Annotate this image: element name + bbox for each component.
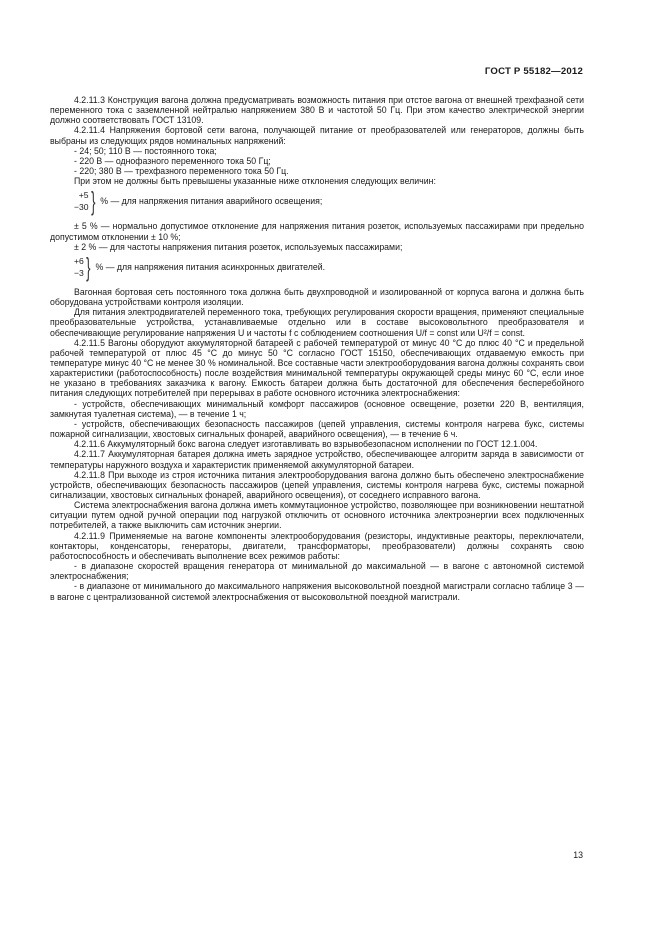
list-item: - устройств, обеспечивающих минимальный комфорт пассажиров (основное освещение, розетки 220 В, вентиляция, замкнутая туалетная система), — в течение 1 ч; [50,398,584,419]
paragraph-4-2-11-9: 4.2.11.9 Применяемые на вагоне компоненты электрооборудования (резисторы, индуктивные реакторы, переключатели, контакторы, конденсаторы, генераторы, двигатели, трансформаторы, преобразователи) должны сохранять свою работоспособность и обеспечивать выполнение всех режимов работы: [50,530,584,561]
paragraph-4-2-11-4: 4.2.11.4 Напряжения бортовой сети вагона, получающей питание от преобразователей или генераторов, должны быть выбраны из следующих рядов номинальных напряжений: [50,125,584,146]
tolerance-emergency-lighting [74,187,584,215]
paragraph-4-2-11-3: 4.2.11.3 Конструкция вагона должна предусматривать возможность питания при отстое вагона от внешней трехфазной сети переменного тока с заземленной нейтралью напряжением 380 В и частотой 50 Гц. При этом качество электрической энергии должно соответствовать ГОСТ 13109. [50,95,584,126]
list-item: - устройств, обеспечивающих безопасность пассажиров (цепей управления, системы контроля нагрева букс, системы пожарной сигнализации, хвостовых сигнальных фонарей, аварийного освещения), — в течение 6 ч. [50,418,584,440]
tolerance-lower: −30 [74,202,89,213]
tolerance-sockets: ± 5 % — нормально допустимое отклонение для напряжения питания розеток, используемых пассажирами при предельно допустимом отклонении ± 10 %; [50,221,584,242]
tolerance-frequency: ± 2 % — для частоты напряжения питания розеток, используемых пассажирами; [74,241,403,252]
brace-symbol: } [85,251,91,282]
brace-symbol: } [90,186,96,217]
paragraph-ac-motors: Для питания электродвигателей переменного тока, требующих регулирования скорости вращения, применяют специальные преобразовательные устройства, устанавливаемые отдельно или в составе высоковольтного преобразователя и обеспечивающие регулирование напряжения U и частоты f с соблюдением соотношения U/f = const или U²/f = const. [50,307,584,338]
page-number: 13 [573,850,583,860]
tolerance-upper: +5 [78,190,89,201]
list-item: - 24; 50; 110 В — постоянного тока; [74,145,217,156]
tolerance-text: % — для напряжения питания аварийного освещения; [100,196,323,207]
list-item: - 220; 380 В — трехфазного переменного тока 50 Гц. [74,166,289,177]
paragraph-4-2-11-5: 4.2.11.5 Вагоны оборудуют аккумуляторной батареей с рабочей температурой от минус 40 °С до плюс 40 °С и предельной рабочей температурой от плюс 45 °С до минус 50 °С согласно ГОСТ 15150, обеспечивающих отдаваемую емкость при температуре минус 40 °С не менее 30 % номинальной. Все составные части электрооборудования вагона должны сохранять свои характеристики (работоспособность) после воздействия минимальной температуры окружающей среды минус 60 °С, если иное не указано в требованиях заказчика к вагону. Емкость батареи должна быть достаточной для обеспечения бесперебойного питания следующих потребителей при перерывах в работе основного источника электроснабжения: [50,337,584,399]
tolerance-text: % — для напряжения питания асинхронных двигателей. [95,261,326,272]
list-item: - в диапазоне скоростей вращения генератора от минимальной до максимальной — в вагоне с автономной системой электроснабжения; [50,561,584,582]
paragraph-4-2-11-6: 4.2.11.6 Аккумуляторный бокс вагона следует изготавливать во взрывобезопасном исполнении по ГОСТ 12.1.004. [74,439,538,450]
tolerance-lower: −3 [74,267,84,278]
tolerance-upper: +6 [74,255,84,266]
paragraph-switching-device: Система электроснабжения вагона должна иметь коммутационное устройство, позволяющее при возникновении нештатной ситуации путем одной ручной операции под нагрузкой отключить от основного источника электроэнергии всех подключенных потребителей, а также выключить сам источник энергии. [50,500,584,531]
paragraph-dc-network: Вагонная бортовая сеть постоянного тока должна быть двухпроводной и изолированной от корпуса вагона и должна быть оборудована устройствами контроля изоляции. [50,286,584,308]
paragraph-4-2-11-7: 4.2.11.7 Аккумуляторная батарея должна иметь зарядное устройство, обеспечивающее алгоритм заряда в зависимости от температуры наружного воздуха и характеристик применяемой аккумуляторной батареи. [50,449,584,470]
list-item: - в диапазоне от минимального до максимального напряжения высоковольтной поездной магистрали согласно таблице 3 — в вагоне с централизованной системой электроснабжения от высоковольтной поездной магистрали. [50,581,584,602]
deviation-intro: При этом не должны быть превышены указанные ниже отклонения следующих величин: [74,176,436,187]
page-body [50,95,584,602]
tolerance-induction-motors [74,253,584,281]
paragraph-4-2-11-8: 4.2.11.8 При выходе из строя источника питания электрооборудования вагона должно быть обеспечено электроснабжение устройств, обеспечивающих безопасность пассажиров (цепей управления, системы контроля нагрева букс, системы пожарной сигнализации, хвостовых сигнальных фонарей, аварийного освещения), от соседнего исправного вагона. [50,469,584,500]
list-item: - 220 В — однофазного переменного тока 50 Гц; [74,155,271,166]
standard-designation: ГОСТ Р 55182—2012 [484,66,583,77]
